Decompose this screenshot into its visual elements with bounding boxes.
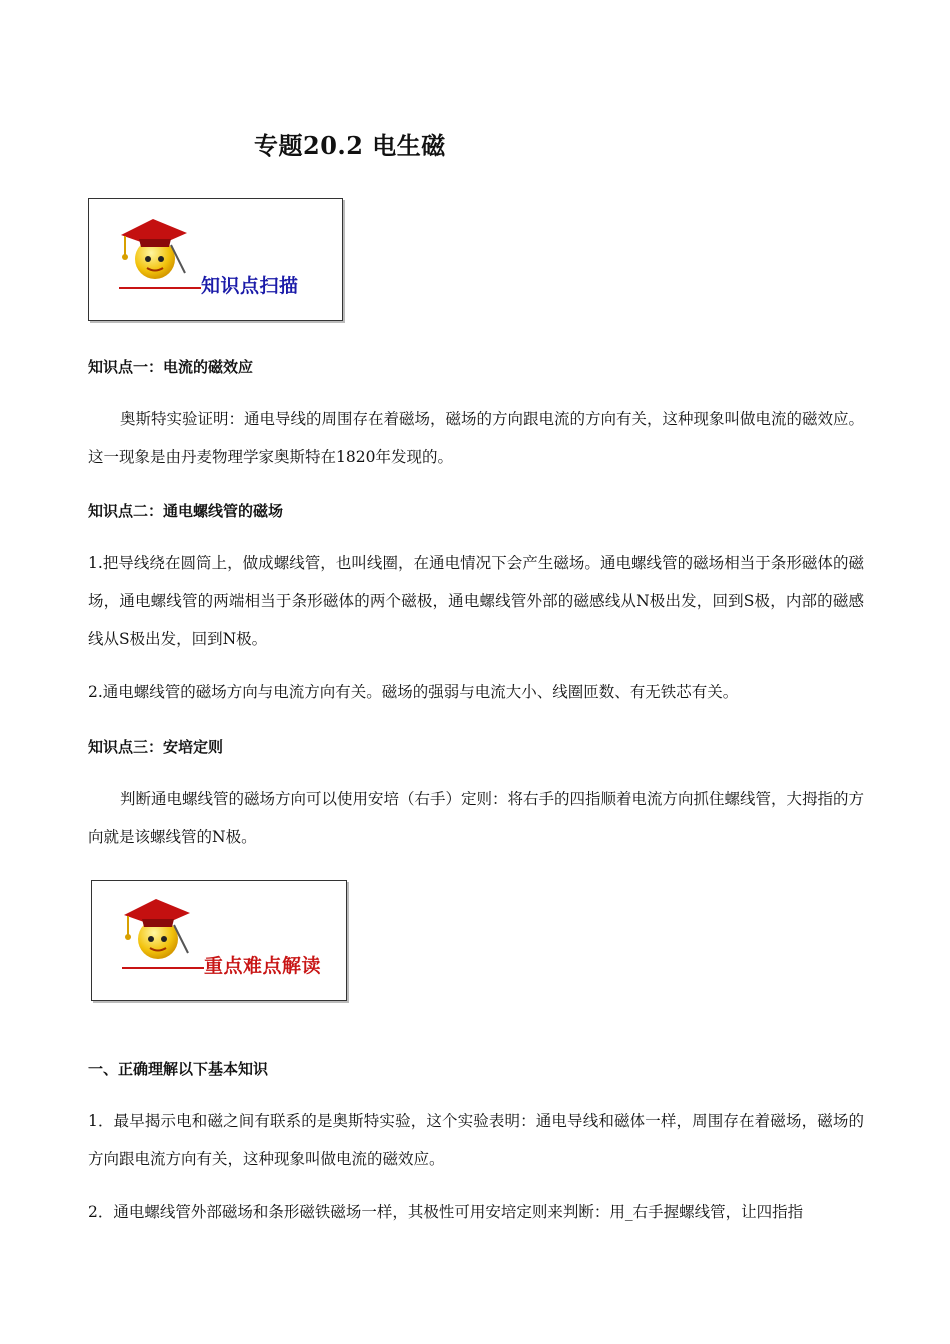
mascot-graduation-icon	[116, 895, 196, 965]
section-heading-2: 知识点二：通电螺线管的磁场	[88, 502, 284, 520]
paragraph-2b: 2.通电螺线管的磁场方向与电流方向有关。磁场的强弱与电流大小、线圈匝数、有无铁芯有关。	[88, 683, 739, 701]
banner-label: 重点难点解读	[204, 955, 322, 977]
paragraph-3: 判断通电螺线管的磁场方向可以使用安培（右手）定则：将右手的四指顺着电流方向抓住螺线管，大拇指的方向就是该螺线管的N极。	[88, 790, 865, 846]
banner-key-points	[91, 880, 347, 1001]
banner-label: 知识点扫描	[201, 275, 299, 297]
section-heading-1: 知识点一：电流的磁效应	[88, 358, 254, 376]
section-heading-4: 一、正确理解以下基本知识	[88, 1060, 269, 1078]
banner-rule	[119, 287, 201, 289]
mascot-graduation-icon	[113, 215, 193, 285]
paragraph-1: 奥斯特实验证明：通电导线的周围存在着磁场，磁场的方向跟电流的方向有关，这种现象叫做电流的磁效应。这一现象是由丹麦物理学家奥斯特在1820年发现的。	[88, 410, 865, 466]
banner-rule	[122, 967, 204, 969]
section-heading-3: 知识点三：安培定则	[88, 738, 224, 756]
paragraph-4a: 1．最早揭示电和磁之间有联系的是奥斯特实验，这个实验表明：通电导线和磁体一样，周围存在着磁场，磁场的方向跟电流方向有关，这种现象叫做电流的磁效应。	[88, 1112, 864, 1168]
page-title: 专题20.2 电生磁	[254, 131, 446, 160]
paragraph-4b: 2．通电螺线管外部磁场和条形磁铁磁场一样，其极性可用安培定则来判断：用_右手握螺线管，让四指指	[88, 1203, 804, 1221]
banner-knowledge-scan	[88, 198, 343, 321]
paragraph-2a: 1.把导线绕在圆筒上，做成螺线管，也叫线圈，在通电情况下会产生磁场。通电螺线管的磁场相当于条形磁体的磁场，通电螺线管的两端相当于条形磁体的两个磁极，通电螺线管外部的磁感线从N极出发，回到S极，内部的磁感线从S极出发，回到N极。	[88, 554, 864, 648]
